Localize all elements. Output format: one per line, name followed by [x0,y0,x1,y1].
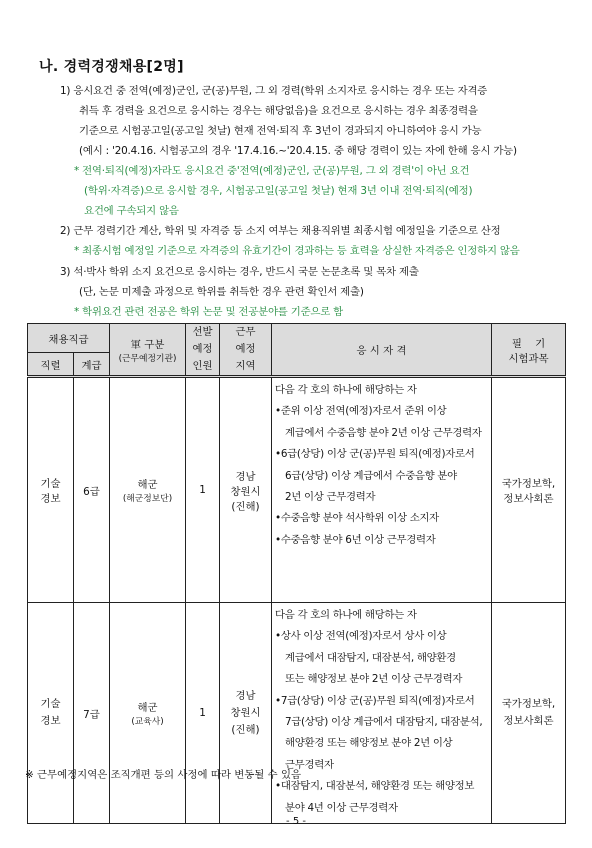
note-line: 요건에 구속되지 않음 [84,205,179,217]
note-line: * 학위요건 관련 전공은 학위 논문 및 전공분야를 기준으로 함 [74,306,344,318]
requirement-line: 취득 후 경력을 요건으로 응시하는 경우는 해당없음)을 요건으로 응시하는 경우 최종경력을 [79,105,478,117]
cell-military: 해군 (해군정보단) [110,377,186,603]
qualification-line: 6급(상당) 이상 계급에서 수중음향 분야 [285,469,457,482]
cell-region: 경남 창원시 (진해) [220,377,272,603]
qualification-line: •상사 이상 전역(예정)자로서 상사 이상 [275,630,447,643]
requirement-line: 3) 석·박사 학위 소지 요건으로 응시하는 경우, 반드시 국문 논문초록 및 목차 제출 [60,266,419,278]
cell-qualification [272,603,492,824]
cell-category: 기술 경보 [28,377,74,603]
header-grade: 계급 [74,353,110,377]
requirement-line: 1) 응시요건 중 전역(예정)군인, 군(공)무원, 그 외 경력(학위 소지자로 응시하는 경우 또는 자격증 [60,85,488,97]
note-line: (학위·자격증)으로 응시할 경우, 시험공고일(공고일 첫날) 현재 3년 이내 전역·퇴직(예정) [84,185,473,197]
qualification-line: •7급(상당) 이상 군(공)무원 퇴직(예정)자로서 [275,694,475,707]
header-position: 채용직급 [28,324,110,353]
qualification-line: •준위 이상 전역(예정)자로서 준위 이상 [275,405,447,418]
qualification-line: 분야 4년 이상 근무경력자 [285,801,398,814]
table-header-row [28,324,566,353]
footnote: ※ 근무예정지역은 조직개편 등의 사정에 따라 변동될 수 있음 [25,769,302,781]
qualification-line: 2년 이상 근무경력자 [285,491,376,504]
qualification-line: •6급(상당) 이상 군(공)무원 퇴직(예정)자로서 [275,448,475,461]
qualification-line: 계급에서 대잠탐지, 대잠분석, 해양환경 [285,651,456,664]
cell-region: 경남 창원시 (진해) [220,603,272,824]
qualification-line: 계급에서 수중음향 분야 2년 이상 근무경력자 [285,426,482,439]
page-number: - 5 - [286,816,306,827]
qualification-line: 7급(상당) 이상 계급에서 대잠탐지, 대잠분석, [285,716,483,729]
requirement-line: (예시 : '20.4.16. 시험공고의 경우 '17.4.16.~'20.4.15. 중 해당 경력이 있는 자에 한해 응시 가능) [79,145,517,157]
header-military: 軍 구분 (근무예정기관) [110,324,186,377]
cell-category: 기술 경보 [28,603,74,824]
cell-exam: 국가정보학, 정보사회론 [492,377,566,603]
requirement-line: 기준으로 시험공고일(공고일 첫날) 현재 전역·퇴직 후 3년이 경과되지 아니하여야 응시 가능 [79,125,482,137]
recruitment-table [27,323,566,824]
header-qualification: 응 시 자 격 [272,324,492,377]
qualification-line: 또는 해양정보 분야 2년 이상 근무경력자 [285,673,463,686]
qualification-line: •수중음향 분야 석사학위 이상 소지자 [275,512,439,525]
qualification-line: 근무경력자 [285,758,334,771]
cell-grade: 6급 [74,377,110,603]
cell-qualification [272,377,492,603]
cell-exam: 국가정보학, 정보사회론 [492,603,566,824]
header-region: 근무 예정 지역 [220,324,272,377]
table-row [28,603,566,824]
requirement-line: 2) 근무 경력기간 계산, 학위 및 자격증 등 소지 여부는 채용직위별 최종시험 예정일을 기준으로 산정 [60,225,501,237]
cell-grade: 7급 [74,603,110,824]
note-line: * 최종시험 예정일 기준으로 자격증의 유효기간이 경과하는 등 효력을 상실한 자격증은 인정하지 않음 [74,245,520,257]
cell-count: 1 [186,603,220,824]
header-exam: 필 기 시험과목 [492,324,566,377]
qualification-line: 해양환경 또는 해양정보 분야 2년 이상 [285,737,453,750]
cell-military: 해군 (교육사) [110,603,186,824]
note-line: * 전역·퇴직(예정)자라도 응시요건 중'전역(예정)군인, 군(공)무원, 그 외 경력'이 아닌 요건 [74,165,470,177]
table-row [28,377,566,603]
cell-count: 1 [186,377,220,603]
qualification-line: •수중음향 분야 6년 이상 근무경력자 [275,533,436,546]
qualification-line: 다음 각 호의 하나에 해당하는 자 [275,384,417,396]
header-category: 직렬 [28,353,74,377]
requirement-line: (단, 논문 미제출 과정으로 학위를 취득한 경우 관련 확인서 제출) [79,286,364,298]
section-title: 나. 경력경쟁채용[2명] [39,59,184,75]
qualification-line: 다음 각 호의 하나에 해당하는 자 [275,609,417,621]
header-count: 선발 예정 인원 [186,324,220,377]
qualification-line: •대잠탐지, 대잠분석, 해양환경 또는 해양정보 [275,780,475,793]
